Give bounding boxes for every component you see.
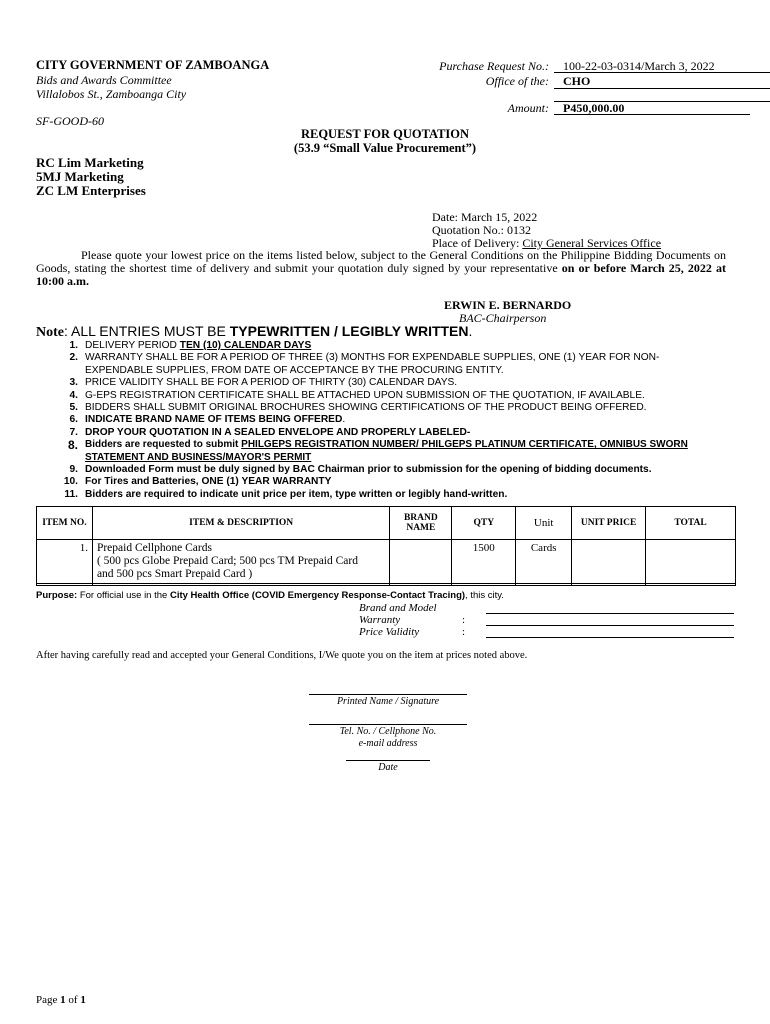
brand-model-field[interactable]	[486, 613, 734, 614]
cell-description	[92, 540, 389, 586]
date-line[interactable]	[346, 760, 430, 761]
email-label: e-mail address	[358, 738, 418, 749]
note-number: 7.	[69, 426, 78, 438]
note-text: PRICE VALIDITY SHALL BE FOR A PERIOD OF THIRTY (30) CALENDAR DAYS.	[85, 377, 458, 389]
price-validity-label: Price Validity	[359, 626, 420, 638]
org-address: Villalobos St., Zamboanga City	[36, 87, 187, 101]
note-text: For Tires and Batteries, ONE (1) YEAR WARRANTY	[85, 476, 332, 488]
note-item	[36, 489, 736, 501]
note-item	[36, 390, 736, 402]
note-item	[36, 464, 736, 476]
note-text: G-EPS REGISTRATION CERTIFICATE SHALL BE ATTACHED UPON SUBMISSION OF THE QUOTATION, IF AVAILABLE.	[85, 389, 645, 401]
col-qty: QTY	[452, 507, 516, 540]
warranty-field[interactable]	[486, 625, 734, 626]
cell-unit: Cards	[516, 540, 572, 586]
acceptance-statement: After having carefully read and accepted your General Conditions, I/We quote you on the item at prices noted above.	[36, 650, 528, 661]
note-item	[36, 377, 736, 389]
committee-name: Bids and Awards Committee	[36, 73, 172, 87]
cell-total[interactable]	[646, 540, 736, 586]
page-total: 1	[80, 994, 86, 1006]
note-text: INDICATE BRAND NAME OF ITEMS BEING OFFERED	[85, 414, 343, 426]
note-number: 2.	[69, 352, 78, 364]
notes-prefix: : ALL ENTRIES MUST BE	[64, 323, 230, 339]
note-item	[36, 402, 736, 414]
office-value: CHO	[563, 74, 591, 88]
items-table	[36, 506, 736, 586]
description-line-3: and 500 pcs Smart Prepaid Card )	[96, 568, 253, 580]
col-item-no: ITEM NO.	[37, 507, 93, 540]
notes-label: Note	[36, 325, 64, 340]
note-number: 9.	[69, 464, 78, 476]
supplier-2: 5MJ Marketing	[36, 169, 124, 184]
description-line-2: ( 500 pcs Globe Prepaid Card; 500 pcs TM Prepaid Card	[96, 555, 358, 567]
notes-list	[36, 340, 736, 501]
purpose-line	[36, 590, 736, 601]
note-text-cont: EXPENDABLE SUPPLIES, FROM DATE OF ACCEPTANCE BY THE PROCURING ENTITY.	[85, 364, 504, 376]
note-number: 11.	[64, 488, 78, 500]
note-item	[36, 414, 736, 426]
note-text: Downloaded Form must be duly signed by BAC Chairman prior to submission for the opening of bidding documents.	[85, 464, 652, 476]
contact-line[interactable]	[309, 724, 467, 725]
col-unit-price: UNIT PRICE	[572, 507, 646, 540]
note-number: 10.	[63, 476, 78, 488]
page-number	[36, 994, 86, 1006]
purpose-label: Purpose:	[36, 590, 78, 601]
note-text-post: .	[342, 414, 346, 426]
page-of: of	[65, 994, 81, 1006]
instructions-paragraph	[36, 249, 726, 288]
col-brand: BRAND NAME	[390, 507, 452, 540]
col-description: ITEM & DESCRIPTION	[92, 507, 389, 540]
delivery-value: City General Services Office	[522, 236, 662, 250]
table-row	[37, 540, 736, 586]
page-pre: Page	[36, 994, 61, 1006]
amount-underline	[554, 114, 750, 115]
price-validity-colon: :	[462, 626, 466, 638]
cell-unit-price[interactable]	[572, 540, 646, 586]
note-text-emph: TEN (10) CALENDAR DAYS	[179, 340, 312, 351]
pr-number-label: Purchase Request No.:	[439, 59, 549, 73]
office-underline	[554, 88, 770, 89]
cell-qty: 1500	[452, 540, 516, 586]
office-label: Office of the:	[485, 74, 549, 88]
note-text-emph: PHILGEPS REGISTRATION NUMBER/ PHILGEPS PLATINUM CERTIFICATE, OMNIBUS SWORN	[241, 439, 688, 451]
note-text: BIDDERS SHALL SUBMIT ORIGINAL BROCHURES SHOWING CERTIFICATIONS OF THE PRODUCT BEING OFFERED.	[85, 402, 647, 414]
page-current: 1	[60, 994, 66, 1006]
note-item	[36, 439, 736, 451]
quotation-number: Quotation No.: 0132	[432, 223, 531, 237]
form-code: SF-GOOD-60	[36, 114, 104, 128]
notes-heading	[36, 323, 472, 341]
brand-model-label: Brand and Model	[359, 602, 437, 614]
table-bottom-line	[36, 583, 736, 584]
chairperson-name: ERWIN E. BERNARDO	[444, 298, 572, 312]
cell-item-no: 1.	[37, 540, 93, 586]
note-item	[36, 352, 736, 364]
note-number: 4.	[69, 389, 78, 401]
note-text: Bidders are required to indicate unit price per item, type written or legibly hand-written.	[85, 488, 508, 500]
pr-number-underline	[554, 72, 770, 73]
tel-label: Tel. No. / Cellphone No.	[339, 726, 437, 737]
note-number: 3.	[69, 377, 78, 389]
cell-brand[interactable]	[390, 540, 452, 586]
note-number: 8.	[67, 438, 78, 453]
supplier-1: RC Lim Marketing	[36, 155, 144, 170]
deadline-text: on or before March 25, 2022 at 10:00 a.m.	[36, 261, 726, 288]
notes-emphasis: TYPEWRITTEN / LEGIBLY WRITTEN	[229, 323, 469, 339]
pr-number-value: 100-22-03-0314/March 3, 2022	[563, 59, 715, 73]
note-text: DELIVERY PERIOD	[85, 340, 180, 351]
warranty-colon: :	[462, 614, 466, 626]
instructions-text: Please quote your lowest price on the items listed below, subject to the General Conditions on the Philippine Bidding Documents on Goods, stating the shortest time of delivery and submit your quotation duly signed by your representative	[36, 248, 726, 275]
notes-suffix: .	[468, 323, 473, 339]
quotation-date: Date: March 15, 2022	[432, 210, 538, 224]
note-text: DROP YOUR QUOTATION IN A SEALED ENVELOPE AND PROPERLY LABELED-	[85, 426, 471, 438]
price-validity-field[interactable]	[486, 637, 734, 638]
purpose-pre: For official use in the	[77, 590, 170, 601]
note-text: WARRANTY SHALL BE FOR A PERIOD OF THREE (3) MONTHS FOR EXPENDABLE SUPPLIES, ONE (1) YEAR FOR NON-	[85, 352, 660, 364]
note-item	[36, 340, 736, 352]
note-text-cont: STATEMENT AND BUSINESS/MAYOR'S PERMIT	[85, 451, 312, 463]
amount-label: Amount:	[507, 101, 549, 115]
purpose-office: City Health Office (COVID Emergency Response-Contact Tracing)	[169, 590, 466, 601]
org-name: CITY GOVERNMENT OF ZAMBOANGA	[36, 58, 270, 72]
note-item	[36, 476, 736, 488]
table-header-row	[37, 507, 736, 540]
description-line-1: Prepaid Cellphone Cards	[96, 542, 212, 554]
chairperson-title: BAC-Chairperson	[459, 311, 547, 325]
delivery-label: Place of Delivery:	[432, 236, 523, 250]
document-title: REQUEST FOR QUOTATION	[300, 127, 470, 141]
note-number: 5.	[69, 402, 78, 414]
warranty-label: Warranty	[359, 614, 401, 626]
note-item	[36, 427, 736, 439]
note-number: 6.	[69, 414, 78, 426]
note-number: 1.	[69, 340, 78, 351]
date-label: Date	[378, 762, 398, 773]
col-unit: Unit	[516, 507, 572, 540]
signature-line[interactable]	[309, 694, 467, 695]
supplier-3: ZC LM Enterprises	[36, 183, 146, 198]
purpose-post: , this city.	[465, 590, 504, 601]
note-text: Bidders are requested to submit	[85, 439, 242, 451]
document-subtitle: (53.9 “Small Value Procurement”)	[293, 141, 477, 155]
amount-value: P450,000.00	[563, 101, 625, 115]
printed-name-label: Printed Name / Signature	[336, 696, 440, 707]
col-total: TOTAL	[646, 507, 736, 540]
